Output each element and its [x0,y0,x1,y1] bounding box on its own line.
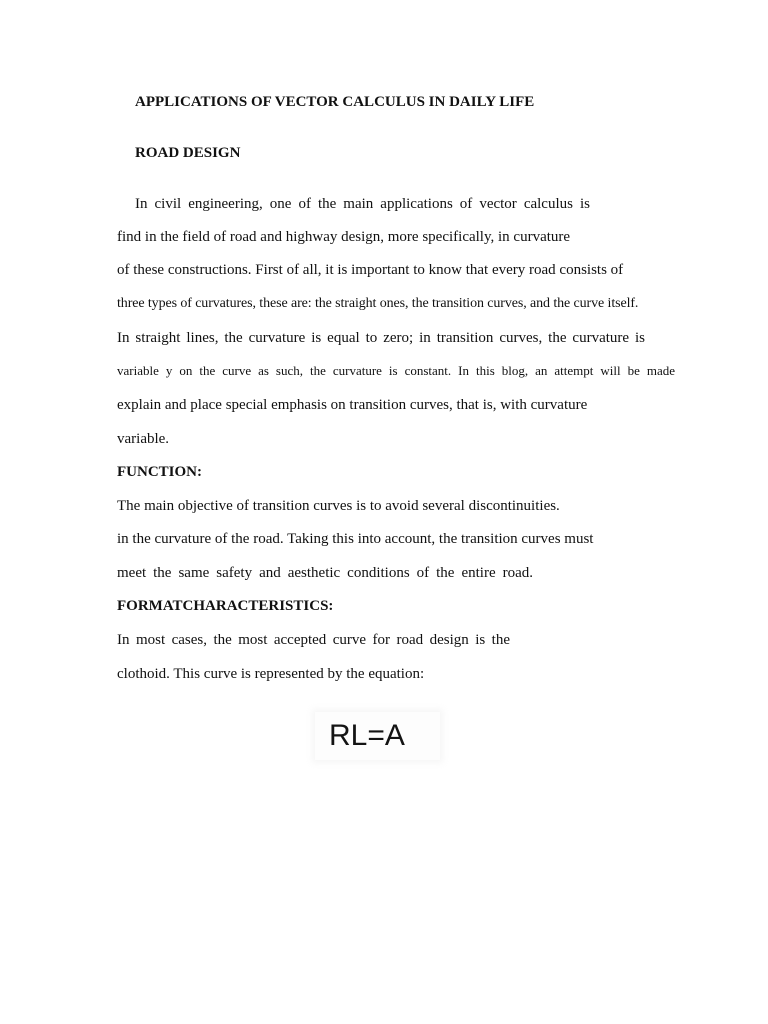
document-title: APPLICATIONS OF VECTOR CALCULUS IN DAILY LIFE [135,94,535,110]
paragraph-line: meet the same safety and aesthetic conditions of the entire road. [117,565,533,581]
section-heading-function: FUNCTION: [117,464,202,480]
section-heading-road-design: ROAD DESIGN [135,145,241,161]
paragraph-line: variable y on the curve as such, the curvature is constant. In this blog, an attempt will be made [117,363,675,378]
paragraph-line: of these constructions. First of all, it is important to know that every road consists of [117,262,624,278]
paragraph-line: three types of curvatures, these are: the straight ones, the transition curves, and the curve itself. [117,296,639,311]
paragraph-line: In civil engineering, one of the main applications of vector calculus is [135,196,590,212]
paragraph-line: clothoid. This curve is represented by the equation: [117,666,425,682]
paragraph-line: find in the field of road and highway design, more specifically, in curvature [117,229,571,245]
section-heading-format-characteristics: FORMATCHARACTERISTICS: [117,598,334,614]
paragraph-line: In straight lines, the curvature is equal to zero; in transition curves, the curvature is [117,330,645,346]
paragraph-line: In most cases, the most accepted curve for road design is the [117,632,510,648]
clothoid-equation: RL=A [329,719,405,752]
paragraph-line: explain and place special emphasis on transition curves, that is, with curvature [117,397,588,413]
paragraph-line: variable. [117,431,170,447]
paragraph-line: The main objective of transition curves is to avoid several discontinuities. [117,498,560,514]
paragraph-line: in the curvature of the road. Taking this into account, the transition curves must [117,531,594,547]
